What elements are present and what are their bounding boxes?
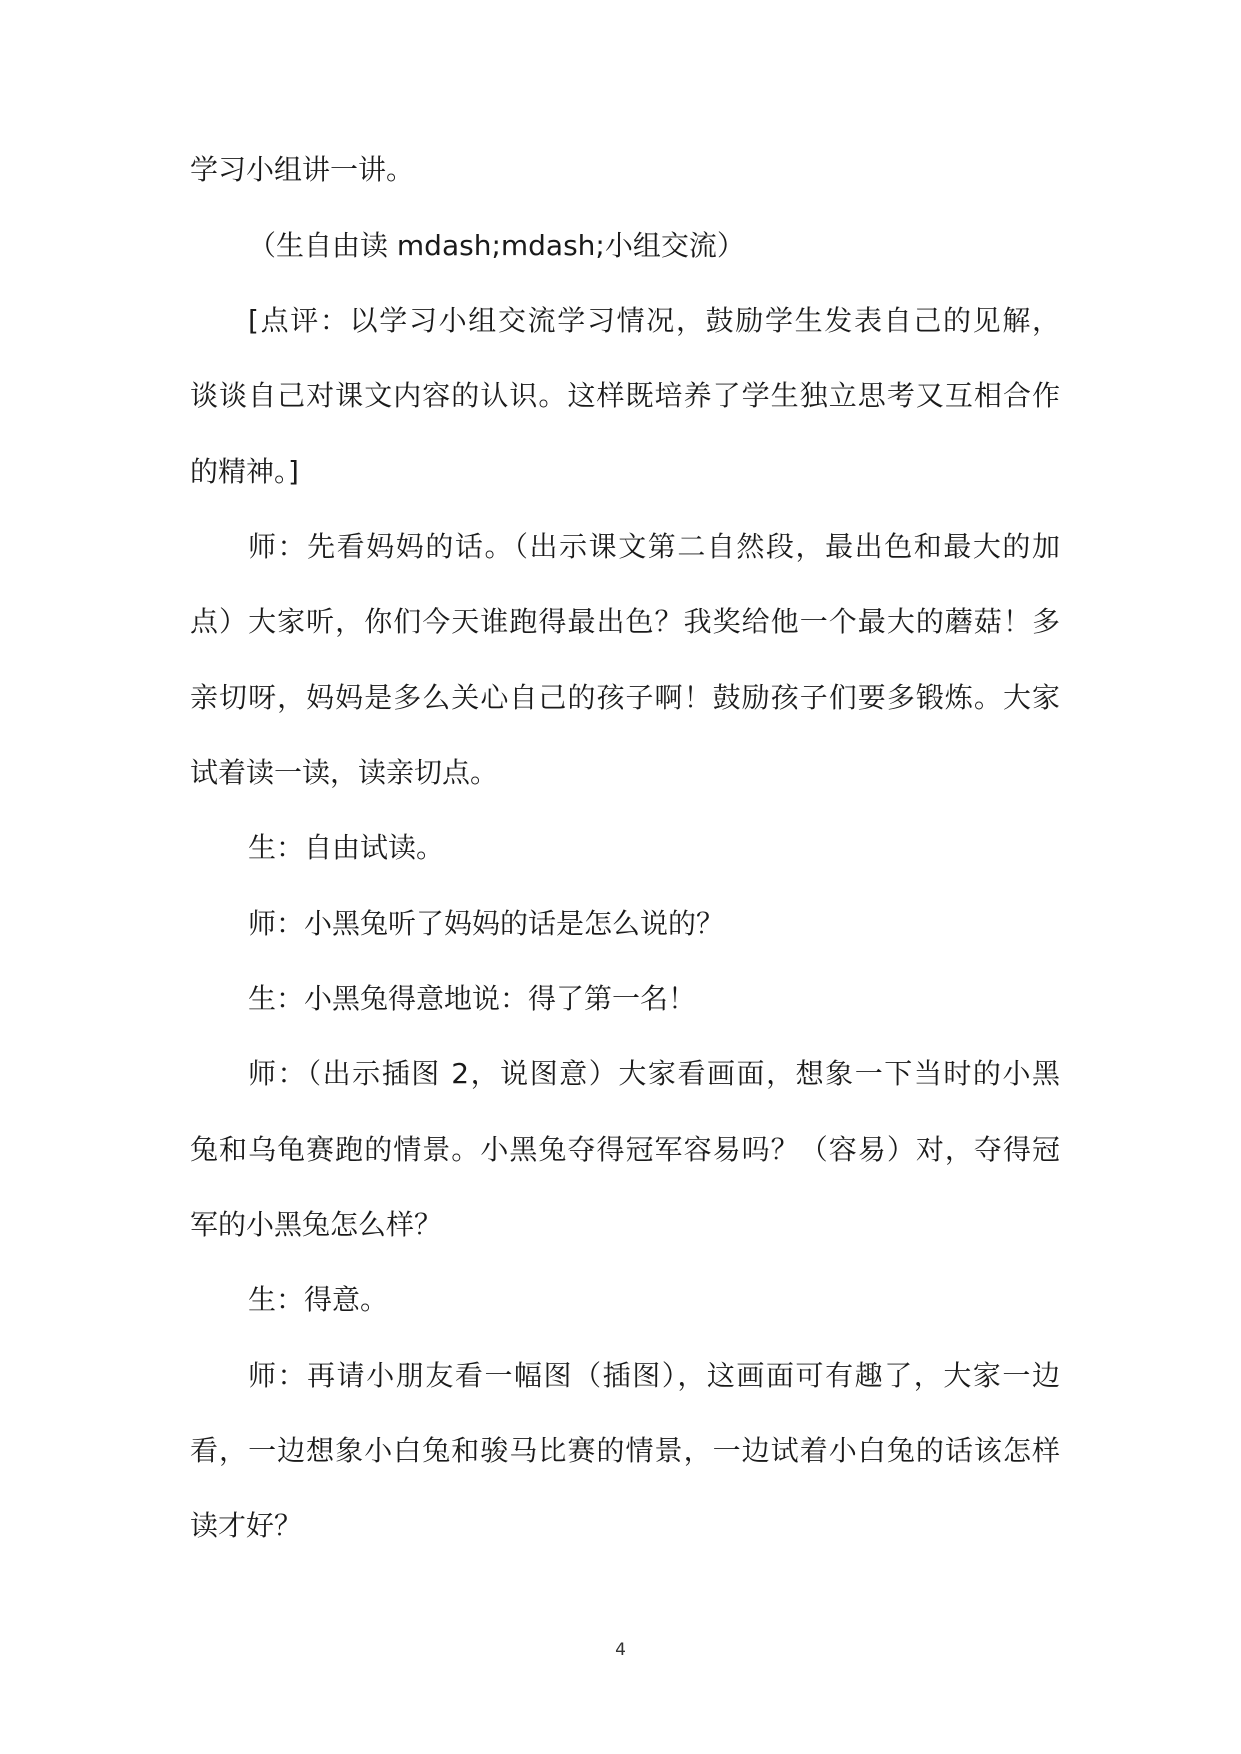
text-line: 兔和乌龟赛跑的情景。小黑兔夺得冠军容易吗？（容易）对，夺得冠	[190, 1133, 1060, 1166]
page-number: 4	[615, 1640, 626, 1660]
text-line: 亲切呀，妈妈是多么关心自己的孩子啊！鼓励孩子们要多锻炼。大家	[190, 681, 1060, 714]
text-line: [点评：以学习小组交流学习情况，鼓励学生发表自己的见解，	[248, 304, 1060, 337]
text-line: 学习小组讲一讲。	[190, 153, 415, 186]
text-line: 点）大家听，你们今天谁跑得最出色？我奖给他一个最大的蘑菇！多	[190, 605, 1060, 638]
text-line: 读才好？	[190, 1509, 303, 1542]
text-line: 师：小黑兔听了妈妈的话是怎么说的？	[248, 907, 725, 940]
text-line: 的精神。]	[190, 455, 299, 488]
text-line: 生：自由试读。	[248, 831, 445, 864]
text-line: （生自由读 mdash;mdash;小组交流）	[248, 229, 745, 262]
text-line: 生：得意。	[248, 1283, 389, 1316]
text-line: 军的小黑兔怎么样？	[190, 1208, 443, 1241]
text-line: 谈谈自己对课文内容的认识。这样既培养了学生独立思考又互相合作	[190, 379, 1060, 412]
text-line: 师：先看妈妈的话。（出示课文第二自然段，最出色和最大的加	[248, 530, 1060, 563]
text-line: 师：（出示插图 2，说图意）大家看画面，想象一下当时的小黑	[248, 1057, 1060, 1090]
text-line: 试着读一读，读亲切点。	[190, 756, 499, 789]
text-line: 看，一边想象小白兔和骏马比赛的情景，一边试着小白兔的话该怎样	[190, 1434, 1060, 1467]
text-line: 生：小黑兔得意地说：得了第一名！	[248, 982, 697, 1015]
text-line: 师：再请小朋友看一幅图（插图），这画面可有趣了，大家一边	[248, 1359, 1060, 1392]
